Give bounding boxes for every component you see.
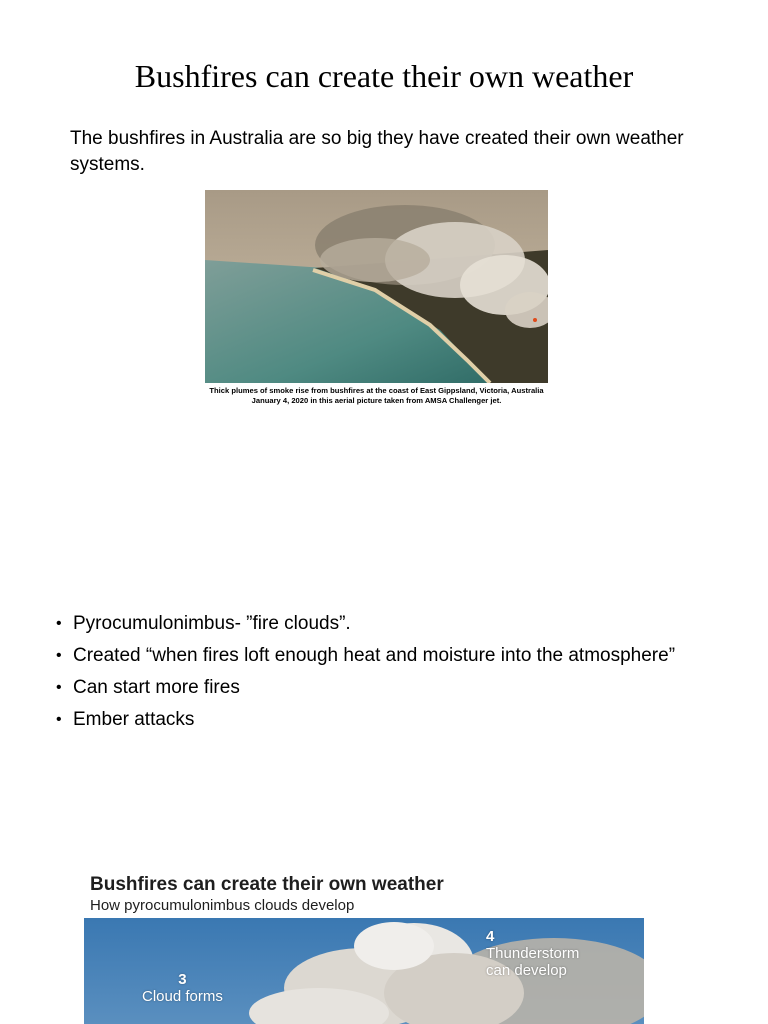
bullet-marker: • bbox=[56, 615, 62, 632]
step-3-text: Cloud forms bbox=[142, 988, 223, 1005]
bullet-marker: • bbox=[56, 647, 62, 664]
photo-caption: Thick plumes of smoke rise from bushfires at the coast of East Gippsland, Victoria, Australia January 4, 2020 in this aerial picture taken from AMSA Challenger jet. bbox=[209, 386, 544, 405]
bullet-list bbox=[56, 611, 676, 739]
bullet-marker: • bbox=[56, 711, 62, 728]
infographic-subtitle: How pyrocumulonimbus clouds develop bbox=[90, 897, 355, 914]
bullet-text: Pyrocumulonimbus- ”fire clouds”. bbox=[73, 613, 351, 634]
bullet-text: Created “when fires loft enough heat and moisture into the atmosphere” bbox=[73, 645, 676, 666]
slide-title: Bushfires can create their own weather bbox=[134, 58, 634, 94]
bushfire-aerial-photo bbox=[205, 190, 548, 383]
list-item bbox=[56, 707, 676, 732]
infographic-header bbox=[84, 870, 644, 918]
list-item bbox=[56, 611, 676, 636]
infographic-title: Bushfires can create their own weather bbox=[90, 874, 444, 895]
pyrocumulonimbus-infographic bbox=[84, 870, 644, 1024]
step-3-number: 3 bbox=[178, 971, 187, 988]
list-item bbox=[56, 675, 676, 700]
list-item bbox=[56, 643, 676, 668]
step-3-label bbox=[142, 971, 223, 1005]
step-4-number: 4 bbox=[486, 928, 495, 945]
bullet-marker: • bbox=[56, 679, 62, 696]
step-4-text-line2: can develop bbox=[486, 962, 567, 979]
intro-text: The bushfires in Australia are so big they have created their own weather systems. bbox=[70, 128, 684, 175]
bullet-text: Can start more fires bbox=[73, 677, 240, 698]
step-4-label bbox=[486, 928, 579, 979]
step-4-text-line1: Thunderstorm bbox=[486, 945, 580, 962]
bullet-text: Ember attacks bbox=[73, 709, 195, 730]
